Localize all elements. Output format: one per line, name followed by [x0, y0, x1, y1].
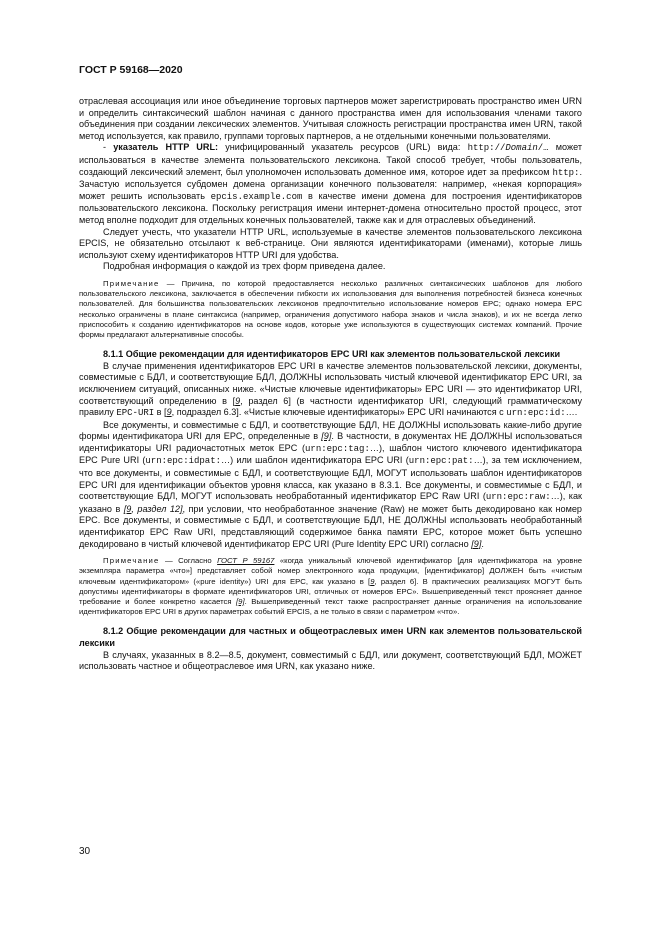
ref-link[interactable]: 9 — [235, 395, 241, 406]
ref-gost-link[interactable]: ГОСТ Р 59167 — [217, 556, 275, 566]
code-epc-uri: EPC-URI — [116, 408, 155, 419]
ref-link[interactable]: 9 — [370, 576, 375, 586]
code-urn-epc-pat: urn:epc:pat: — [408, 456, 474, 467]
paragraph-epc-uri-usage: В случае применения идентификаторов EPC URI в качестве элементов пользовательской лексики, документы, совместимые с БДЛ, и соответствующие БДЛ, ДОЛЖНЫ использовать чистый ключевой идентификатор EPC URI, за исключением ситуаций, описанных ниже. «Чистые ключевые идентификаторы» EPC URI — это идентификатор URI, соответствующий определению в [9, раздел 6] (в частности идентификатор URI, следующий грамматическому правилу EPC-URI в [9, подраздел 6.3]. «Чистые ключевые идентификаторы» EPC URI начинаются с urn:epc:id:…. — [79, 360, 582, 419]
ref-link[interactable]: [9] — [321, 431, 332, 442]
ref-link[interactable]: [9] — [471, 538, 482, 549]
paragraph-details: Подробная информация о каждой из трех форм приведена далее. — [103, 261, 386, 272]
code-urn-epc-raw: urn:epc:raw: — [485, 492, 551, 503]
code-urn-epc-id: urn:epc:id: — [506, 408, 566, 419]
page-number: 30 — [79, 846, 91, 857]
ref-link[interactable]: ] — [179, 503, 183, 514]
paragraph-http-url: - указатель HTTP URL: унифицированный указатель ресурсов (URL) вида: http://Domain/… может использоваться в качестве элемента пользовательского лексикона. Такой способ требует, чтобы пользователь, создающий лексический элемент, был уполномочен использовать доменное имя, которое идет за префиксом http:. Зачастую используется субдомен домена организации конечного пользователя: например, «некая корпорация» может решить использовать epcis.example.com в качестве имени домена для построения идентификаторов пользовательского лексикона. Поскольку регистрация имени интернет-домена относительно простой процесс, этот метод вполне подходит для отдельных конечных пользователей, также как и для отраслевых объединений. — [79, 142, 582, 225]
paragraph-http-note: Следует учесть, что указатели HTTP URL, используемые в качестве элементов пользовательского лексикона EPCIS, не обязательно отсылают к веб-странице. Они являются идентификаторами (именами), которые лишь используют схему идентификаторов HTTP URI для удобства. — [79, 226, 582, 260]
paragraph-epc-uri-forms: Все документы, и совместимые с БДЛ, и соответствующие БДЛ, НЕ ДОЛЖНЫ использовать какие-либо другие формы идентификатора URI для EPC, определенные в [9]. В частности, в документах НЕ ДОЛЖНЫ использоваться идентификаторы URI радиочастотных меток EPC (urn:epc:tag:…), шаблон чистого ключевого идентификатора EPC Pure URI (urn:epc:idpat:…) или шаблон идентификатора EPC URI (urn:epc:pat:…), за тем исключением, что все документы, и совместимые с БДЛ, и соответствующие БДЛ, МОГУТ использовать шаблон идентификаторов EPC URI для идентификации объектов уровня класса, как указано в 8.3.1. Все документы, и совместимые с БДЛ, и соответствующие БДЛ, МОГУТ использовать необработанный идентификатор EPC Raw URI (urn:epc:raw:…), как указано в [9, раздел 12], при условии, что необработанное значение (Raw) не может быть декодировано как номер EPC. Все документы, и совместимые с БДЛ, и соответствующие БДЛ, НЕ ДОЛЖНЫ использовать необработанный идентификатор EPC Raw URI, представляющий содержимое банка памяти EPC, которое может быть успешно декодировано в чистый ключевой идентификатор EPC URI (Pure Identity EPC URI) согласно [9]. — [79, 419, 583, 549]
code-urn-epc-tag: urn:epc:tag: — [305, 443, 370, 454]
code-http-domain: http://Domain/… — [467, 143, 549, 154]
paragraph-urn-association: отраслевая ассоциация или иное объединение торговых партнеров может зарегистрировать пространство имен URN и определить синтаксический шаблон начиная с данного пространства имен для использования членами такого объединения при создании лексических элементов. Учитывая сложность регистрации пространства имен URN, такой метод используется, как правило, группами торговых партнеров, а не отдельными конечными пользователями. — [79, 96, 582, 141]
standard-header: ГОСТ Р 59168—2020 — [79, 64, 183, 76]
ref-link[interactable]: [9] — [236, 597, 245, 607]
ref-link[interactable]: 9 — [166, 407, 172, 418]
code-example-domain: epcis.example.com — [210, 191, 303, 202]
note-gost-59167: Примечание — Согласно ГОСТ Р 59167 «когда уникальный ключевой идентификатор [для идентификатора на уровне экземпляра параметра «что»] представляет собой номер электронного кода продукции, [идентификатор] ДОЛЖЕН быть «чистым ключевым идентификатором» («pure identity») URI для EPC, как указано в [9, раздел 6]. В практических реализациях МОГУТ быть допустимы идентификаторы в формате идентификаторов URI, отличных от номеров EPC». Вышеприведенный текст проясняет данное требование и более конкретно касается [9]. Вышеприведенный текст также распространяет данные ограничения на использование идентификаторов EPC URI в других параметрах событий EPCIS, а не только в связи с параметром «что». — [79, 556, 582, 617]
page-body — [79, 96, 582, 673]
code-http-prefix: http: — [552, 167, 580, 178]
paragraph-urn-usage: В случаях, указанных в 8.2—8.5, документ, совместимый с БДЛ, или документ, соответствующий БДЛ, МОЖЕТ использовать частное и общеотраслевое имя URN, как указано ниже. — [79, 649, 582, 672]
ref-link[interactable]: [9 — [123, 503, 132, 514]
term-http-url: указатель HTTP URL: — [113, 142, 219, 153]
section-heading-8-1-2: 8.1.2 Общие рекомендации для частных и общеотраслевых имен URN как элементов пользовательской лексики — [79, 626, 582, 649]
section-heading-8-1-1: 8.1.1 Общие рекомендации для идентификаторов EPC URI как элементов пользовательской лексики — [103, 349, 561, 360]
code-urn-epc-idpat: urn:epc:idpat: — [145, 456, 222, 467]
note-syntax-patterns: Примечание — Причина, по которой предоставляется несколько различных синтаксических шаблонов для любого пользовательского лексикона, заключается в обеспечении гибкости их использования для выполнения потребностей бизнеса конечных пользователей. Для большинства пользовательских лексиконов предпочтительно использование номеров EPC; однако номера EPC несколько ограничены в плане синтаксиса (например, ограничения допустимого набора знаков и числа знаков), и их не всегда легко приспособить к созданию идентификаторов на основе кодов, которые уже используются в существующих системах компаний. Прочие формы предлагают альтернативные способы. — [79, 278, 582, 339]
